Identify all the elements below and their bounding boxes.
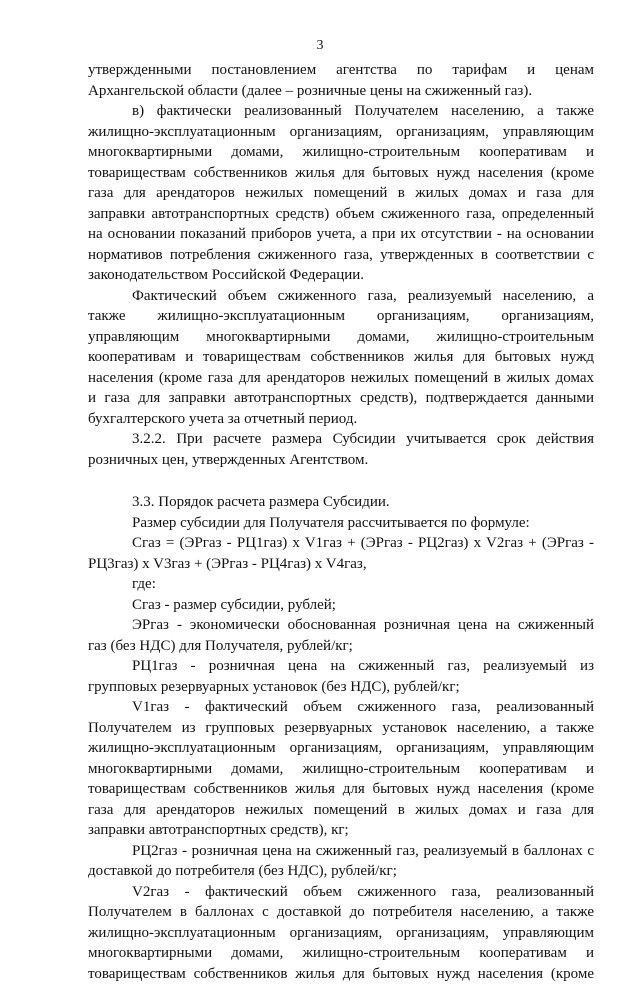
- text-line: где:: [88, 574, 594, 595]
- text-line: бухгалтерского учета за отчетный период.: [88, 409, 594, 430]
- text-line: РЦ3газ) x V3газ + (ЭРгаз - РЦ4газ) x V4газ,: [88, 554, 594, 575]
- text-line: газа для арендаторов нежилых помещений в жилых домах и газа для: [88, 183, 594, 204]
- text-line: также жилищно-эксплуатационным организациям, организациям,: [88, 306, 594, 327]
- paragraph-gap: [88, 470, 594, 492]
- text-line: нормативов потребления сжиженного газа, утвержденных в соответствии с: [88, 245, 594, 266]
- text-line: V1газ - фактический объем сжиженного газа, реализованный: [88, 697, 594, 718]
- text-line: и газа для заправки автотранспортных средств), подтверждается данными: [88, 388, 594, 409]
- text-line: населения (кроме газа для арендаторов нежилых помещений в жилых домах: [88, 368, 594, 389]
- text-line: в) фактически реализованный Получателем населению, а также: [88, 101, 594, 122]
- text-line: многоквартирными домами, жилищно-строительным кооперативам и: [88, 943, 594, 964]
- text-line: жилищно-эксплуатационным организациям, организациям, управляющим: [88, 122, 594, 143]
- text-line: ЭРгаз - экономически обоснованная розничная цена на сжиженный: [88, 615, 594, 636]
- text-line: Фактический объем сжиженного газа, реализуемый населению, а: [88, 286, 594, 307]
- text-line: Размер субсидии для Получателя рассчитывается по формуле:: [88, 513, 594, 534]
- text-line: товариществам собственников жилья для бытовых нужд населения (кроме: [88, 163, 594, 184]
- text-line: на основании показаний приборов учета, а при их отсутствии - на основании: [88, 224, 594, 245]
- text-line: Сгаз - размер субсидии, рублей;: [88, 595, 594, 616]
- page-number: 3: [0, 38, 640, 54]
- text-line: заправки автотранспортных средств) объем сжиженного газа, определенный: [88, 204, 594, 225]
- text-line: многоквартирными домами, жилищно-строительным кооперативам и: [88, 142, 594, 163]
- document-body: [88, 60, 594, 984]
- text-line: 3.2.2. При расчете размера Субсидии учитывается срок действия: [88, 429, 594, 450]
- text-line: 3.3. Порядок расчета размера Субсидии.: [88, 492, 594, 513]
- text-line: Получателем в баллонах с доставкой до потребителя населению, а также: [88, 902, 594, 923]
- text-line: РЦ1газ - розничная цена на сжиженный газ, реализуемый из: [88, 656, 594, 677]
- text-line: утвержденными постановлением агентства по тарифам и ценам: [88, 60, 594, 81]
- text-line: V2газ - фактический объем сжиженного газа, реализованный: [88, 882, 594, 903]
- text-line: многоквартирными домами, жилищно-строительным кооперативам и: [88, 759, 594, 780]
- text-line: жилищно-эксплуатационным организациям, организациям, управляющим: [88, 738, 594, 759]
- text-line: групповых резервуарных установок (без НДС), рублей/кг;: [88, 677, 594, 698]
- text-line: доставкой до потребителя (без НДС), рублей/кг;: [88, 861, 594, 882]
- text-line: товариществам собственников жилья для бытовых нужд населения (кроме: [88, 779, 594, 800]
- text-line: заправки автотранспортных средств), кг;: [88, 820, 594, 841]
- text-line: Архангельской области (далее – розничные цены на сжиженный газ).: [88, 81, 594, 102]
- text-line: товариществам собственников жилья для бытовых нужд населения (кроме: [88, 964, 594, 984]
- text-line: розничных цен, утвержденных Агентством.: [88, 450, 594, 471]
- text-line: Получателем из групповых резервуарных установок населению, а также: [88, 718, 594, 739]
- text-line: Сгаз = (ЭРгаз - РЦ1газ) x V1газ + (ЭРгаз - РЦ2газ) x V2газ + (ЭРгаз -: [88, 533, 594, 554]
- text-line: газ (без НДС) для Получателя, рублей/кг;: [88, 636, 594, 657]
- text-line: жилищно-эксплуатационным организациям, организациям, управляющим: [88, 923, 594, 944]
- text-line: кооперативам и товариществам собственников жилья для бытовых нужд: [88, 347, 594, 368]
- text-line: управляющим многоквартирными домами, жилищно-строительным: [88, 327, 594, 348]
- text-line: газа для арендаторов нежилых помещений в жилых домах и газа для: [88, 800, 594, 821]
- text-line: законодательством Российской Федерации.: [88, 265, 594, 286]
- text-line: РЦ2газ - розничная цена на сжиженный газ, реализуемый в баллонах с: [88, 841, 594, 862]
